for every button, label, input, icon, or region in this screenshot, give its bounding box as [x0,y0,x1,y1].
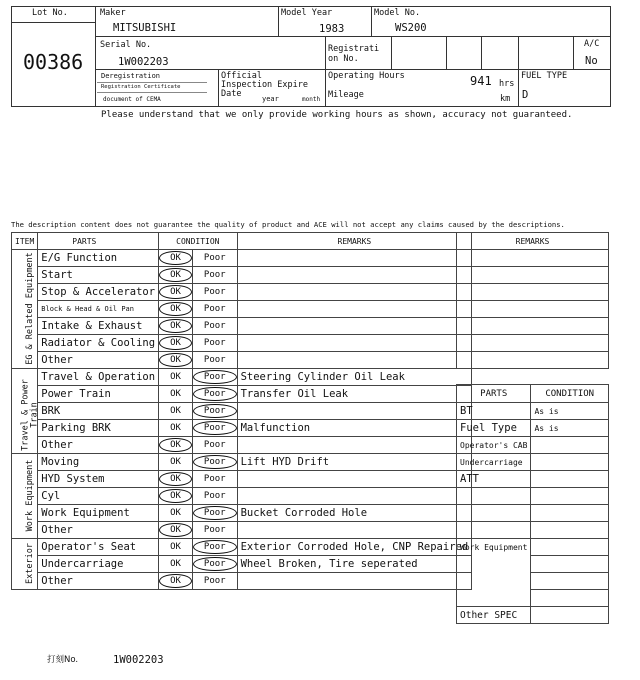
operating-hours-label: Operating Hours [328,71,405,81]
part-name: E/G Function [38,250,159,267]
table-row [12,386,472,403]
part-name: Undercarriage [38,556,159,573]
fuel-type-value: D [522,89,529,101]
condition-poor-cell [192,335,237,352]
condition-poor: Poor [203,440,226,450]
remark: Steering Cylinder Oil Leak [237,369,472,386]
condition-ok-cell [159,403,193,420]
side-parts-header: PARTS [457,385,531,403]
table-row [12,556,472,573]
condition-poor-cell [192,573,237,590]
header-parts: PARTS [38,233,159,250]
part-name: Other [38,573,159,590]
condition-poor-cell [192,556,237,573]
condition-ok: OK [170,542,181,552]
condition-ok-selected: OK [159,472,192,486]
condition-poor-selected: Poor [193,506,237,520]
serial-no-label: Serial No. [100,40,152,50]
condition-poor: Poor [203,491,226,501]
condition-ok-selected: OK [159,489,192,503]
side-condition-header: CONDITION [531,385,609,403]
mileage-label: Mileage [328,90,364,100]
condition-poor: Poor [203,304,226,314]
group-label: EG & Related Equipment [24,251,35,365]
condition-poor-selected: Poor [193,557,237,571]
part-name: Block & Head & Oil Pan [38,301,159,318]
table-row [12,335,472,352]
condition-poor: Poor [203,525,226,535]
condition-ok-cell [159,335,193,352]
group-label-cell [12,250,38,369]
model-no-label: Model No. [374,8,421,18]
part-name: Cyl [38,488,159,505]
side-blank-cell [531,539,609,556]
remark [237,573,472,590]
table-row [12,403,472,420]
side-remarks-row [457,250,609,267]
condition-ok-cell [159,284,193,301]
condition-poor-cell [192,454,237,471]
part-name: Travel & Operation [38,369,159,386]
condition-ok-selected: OK [159,285,192,299]
condition-poor: Poor [203,355,226,365]
remark [237,301,472,318]
condition-ok: OK [170,406,181,416]
part-name: Intake & Exhaust [38,318,159,335]
remark [237,284,472,301]
header-item: ITEM [12,233,38,250]
side-remarks-row [457,301,609,318]
condition-poor-selected: Poor [193,421,237,435]
condition-poor-cell [192,539,237,556]
fuel-type-label: FUEL TYPE [521,71,568,81]
condition-poor-selected: Poor [193,404,237,418]
lot-no-value: 00386 [23,50,84,74]
condition-ok: OK [170,389,181,399]
stamp-value: 1W002203 [113,654,164,666]
maker-label: Maker [100,8,126,18]
part-name: Stop & Accelerator [38,284,159,301]
condition-poor-selected: Poor [193,387,237,401]
condition-ok-cell [159,267,193,284]
remark: Wheel Broken, Tire seperated [237,556,472,573]
condition-poor: Poor [203,474,226,484]
condition-ok-selected: OK [159,302,192,316]
remark: Transfer Oil Leak [237,386,472,403]
condition-poor-cell [192,522,237,539]
remark [237,488,472,505]
group-label: Exterior [24,542,35,584]
condition-ok-selected: OK [159,251,192,265]
condition-ok-selected: OK [159,574,192,588]
side-other-spec-label: Other SPEC [457,607,531,624]
side-part: Undercarriage [457,454,531,471]
side-blank-cell [531,573,609,590]
side-row [457,454,609,471]
table-row [12,318,472,335]
table-row [12,284,472,301]
part-name: Start [38,267,159,284]
part-name: Moving [38,454,159,471]
remark [237,522,472,539]
condition-poor-cell [192,250,237,267]
condition-poor: Poor [203,270,226,280]
part-name: Power Train [38,386,159,403]
condition-ok-cell [159,539,193,556]
km-unit: km [500,94,511,104]
condition-ok: OK [170,372,181,382]
side-remarks-row [457,335,609,352]
condition-ok-selected: OK [159,336,192,350]
condition-poor-cell [192,471,237,488]
maker-value: MITSUBISHI [113,22,177,34]
side-blank-cell [457,488,531,505]
table-row [12,301,472,318]
side-blank-cell [531,590,609,607]
side-remarks-row [457,318,609,335]
model-year-value: 1983 [319,23,345,35]
deregistration-label: Deregistration [101,72,161,80]
condition-ok-cell [159,522,193,539]
condition-ok-cell [159,369,193,386]
condition-poor-cell [192,420,237,437]
table-row [12,454,472,471]
condition-ok: OK [170,423,181,433]
remark [237,403,472,420]
inspection-table [11,232,472,590]
group-label: Travel & Power Train [20,378,39,451]
condition-poor-cell [192,386,237,403]
condition-poor-selected: Poor [193,455,237,469]
table-row [12,488,472,505]
condition-poor-cell [192,403,237,420]
side-row [457,471,609,488]
condition-ok-selected: OK [159,353,192,367]
side-row [457,403,609,420]
side-part: Operator's CAB [457,437,531,454]
side-work-equipment-label: Work Equipment [457,539,531,607]
condition-poor-cell [192,284,237,301]
condition-ok-cell [159,505,193,522]
side-remarks-row [457,267,609,284]
side-part: BT [457,403,531,420]
side-blank-cell [457,522,531,539]
operating-hours-value: 941 [470,74,492,88]
condition-ok-cell [159,301,193,318]
table-row [12,573,472,590]
side-remarks-row [457,352,609,369]
condition-ok: OK [170,457,181,467]
part-name: Radiator & Cooling [38,335,159,352]
ac-value: No [585,55,598,67]
condition-ok-cell [159,471,193,488]
month-label: month [302,96,321,103]
side-condition [531,454,609,471]
side-remarks-table [456,232,609,369]
condition-ok-cell [159,454,193,471]
side-blank-cell [457,505,531,522]
side-remarks-row [457,284,609,301]
table-row [12,352,472,369]
side-blank-cell [531,522,609,539]
condition-ok-cell [159,437,193,454]
condition-ok-cell [159,420,193,437]
side-row [457,437,609,454]
side-condition [531,437,609,454]
condition-poor-cell [192,437,237,454]
condition-ok-cell [159,488,193,505]
official-inspection-label: Official Inspection Expire Date [221,71,308,99]
condition-poor-cell [192,267,237,284]
serial-no-value: 1W002203 [118,56,169,68]
condition-poor-cell [192,318,237,335]
side-blank-cell [531,505,609,522]
side-condition: As is [531,420,609,437]
part-name: Work Equipment [38,505,159,522]
table-row [12,522,472,539]
part-name: Other [38,437,159,454]
condition-poor-selected: Poor [193,540,237,554]
remark [237,267,472,284]
part-name: BRK [38,403,159,420]
side-remarks-header: REMARKS [457,233,609,250]
side-blank-cell [531,607,609,624]
condition-ok-cell [159,352,193,369]
condition-poor: Poor [203,321,226,331]
table-row [12,505,472,522]
header-condition: CONDITION [159,233,238,250]
side-parts-table [456,384,609,624]
side-part: Fuel Type [457,420,531,437]
condition-poor: Poor [203,338,226,348]
remark [237,335,472,352]
condition-poor-cell [192,301,237,318]
condition-ok-selected: OK [159,268,192,282]
table-row [12,369,472,386]
stamp-label: 打刻No. [47,655,79,665]
condition-poor: Poor [203,253,226,263]
side-blank-cell [531,556,609,573]
remark: Lift HYD Drift [237,454,472,471]
condition-ok: OK [170,508,181,518]
part-name: Parking BRK [38,420,159,437]
remark: Exterior Corroded Hole, CNP Repaired [237,539,472,556]
part-name: HYD System [38,471,159,488]
condition-ok-cell [159,556,193,573]
ac-label: A/C [584,39,600,49]
remark [237,250,472,267]
table-row [12,539,472,556]
condition-poor-cell [192,488,237,505]
condition-ok: OK [170,559,181,569]
working-hours-note: Please understand that we only provide working hours as shown, accuracy not guaranteed. [101,110,573,120]
side-condition [531,471,609,488]
condition-ok-cell [159,573,193,590]
condition-ok-cell [159,386,193,403]
side-part: ATT [457,471,531,488]
remark [237,352,472,369]
condition-ok-cell [159,318,193,335]
condition-poor-cell [192,352,237,369]
remark: Malfunction [237,420,472,437]
condition-poor-cell [192,369,237,386]
condition-ok-selected: OK [159,319,192,333]
group-label-cell [12,369,38,454]
remark [237,437,472,454]
remark: Bucket Corroded Hole [237,505,472,522]
group-label-cell [12,539,38,590]
table-row [12,471,472,488]
condition-poor: Poor [203,576,226,586]
remark [237,318,472,335]
condition-ok-cell [159,250,193,267]
registration-label: Registrati on No. [328,44,380,64]
table-row [12,437,472,454]
condition-ok-selected: OK [159,523,192,537]
table-row [12,420,472,437]
condition-poor-selected: Poor [193,370,237,384]
condition-poor: Poor [203,287,226,297]
part-name: Other [38,522,159,539]
year-label: year [262,95,279,103]
group-label: Work Equipment [24,459,35,531]
disclaimer: The description content does not guarantee the quality of product and ACE will not accept any claims caused by the descriptions. [11,220,565,229]
condition-ok-selected: OK [159,438,192,452]
registration-certificate-label: Registration Certificate [101,84,181,90]
model-year-label: Model Year [281,8,333,18]
part-name: Other [38,352,159,369]
document-cema-label: document of CEMA [103,96,161,103]
condition-poor-cell [192,505,237,522]
table-row [12,267,472,284]
header-remarks: REMARKS [237,233,472,250]
remark [237,471,472,488]
side-condition: As is [531,403,609,420]
hrs-unit: hrs [499,79,515,89]
side-blank-cell [531,488,609,505]
model-no-value: WS200 [395,22,427,34]
table-row [12,250,472,267]
part-name: Operator's Seat [38,539,159,556]
lot-no-label: Lot No. [32,8,68,18]
side-row [457,420,609,437]
group-label-cell [12,454,38,539]
